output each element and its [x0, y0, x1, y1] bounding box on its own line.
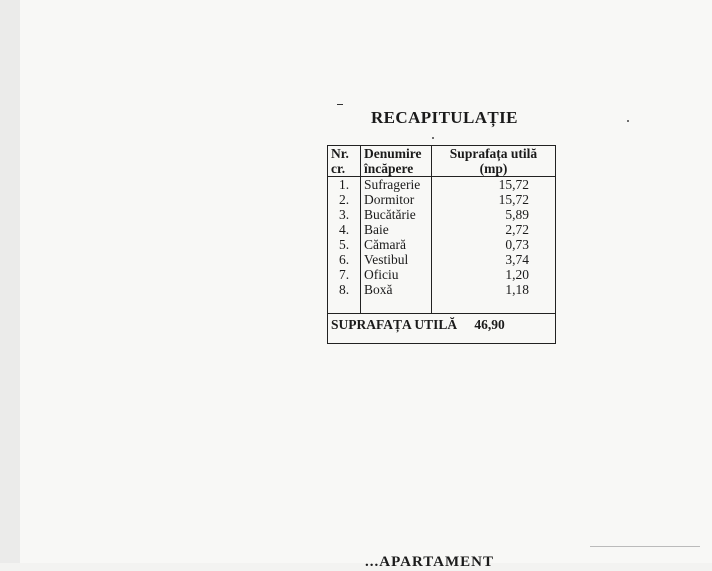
table-row [328, 282, 556, 297]
room-name: Vestibul [361, 252, 432, 267]
room-name: Oficiu [361, 267, 432, 282]
total-value: 46,90 [474, 317, 505, 332]
room-area: 5,89 [432, 207, 556, 222]
table-row [328, 207, 556, 222]
scan-margin [0, 0, 20, 563]
room-area: 1,18 [432, 282, 556, 297]
stray-mark [432, 137, 434, 139]
header-nr: Nr. cr. [328, 146, 361, 177]
room-area: 0,73 [432, 237, 556, 252]
room-name: Bucătărie [361, 207, 432, 222]
row-number: 7. [328, 267, 361, 282]
room-area: 3,74 [432, 252, 556, 267]
document-title: RECAPITULAȚIE [371, 108, 518, 127]
header-name: Denumire încăpere [361, 146, 432, 177]
table-header-row [328, 146, 556, 177]
row-number: 1. [328, 177, 361, 193]
room-name: Cămară [361, 237, 432, 252]
room-name: Dormitor [361, 192, 432, 207]
total-label: SUPRAFAȚA UTILĂ [331, 317, 458, 332]
spacer-row [328, 297, 556, 314]
stray-mark [627, 120, 629, 122]
divider [590, 546, 700, 547]
next-section-heading: ...APARTAMENT [365, 554, 494, 570]
row-number: 3. [328, 207, 361, 222]
table-row [328, 267, 556, 282]
header-area: Suprafața utilă (mp) [432, 146, 556, 177]
room-area: 2,72 [432, 222, 556, 237]
room-name: Sufragerie [361, 177, 432, 193]
table-row [328, 222, 556, 237]
table-row [328, 252, 556, 267]
table-row [328, 237, 556, 252]
room-name: Baie [361, 222, 432, 237]
total-row [328, 314, 556, 344]
room-name: Boxă [361, 282, 432, 297]
row-number: 5. [328, 237, 361, 252]
stray-mark [337, 104, 343, 105]
table-row [328, 192, 556, 207]
table-row [328, 177, 556, 193]
room-area: 15,72 [432, 177, 556, 193]
room-area: 15,72 [432, 192, 556, 207]
room-area: 1,20 [432, 267, 556, 282]
row-number: 6. [328, 252, 361, 267]
recap-table [327, 145, 556, 344]
row-number: 8. [328, 282, 361, 297]
row-number: 4. [328, 222, 361, 237]
row-number: 2. [328, 192, 361, 207]
